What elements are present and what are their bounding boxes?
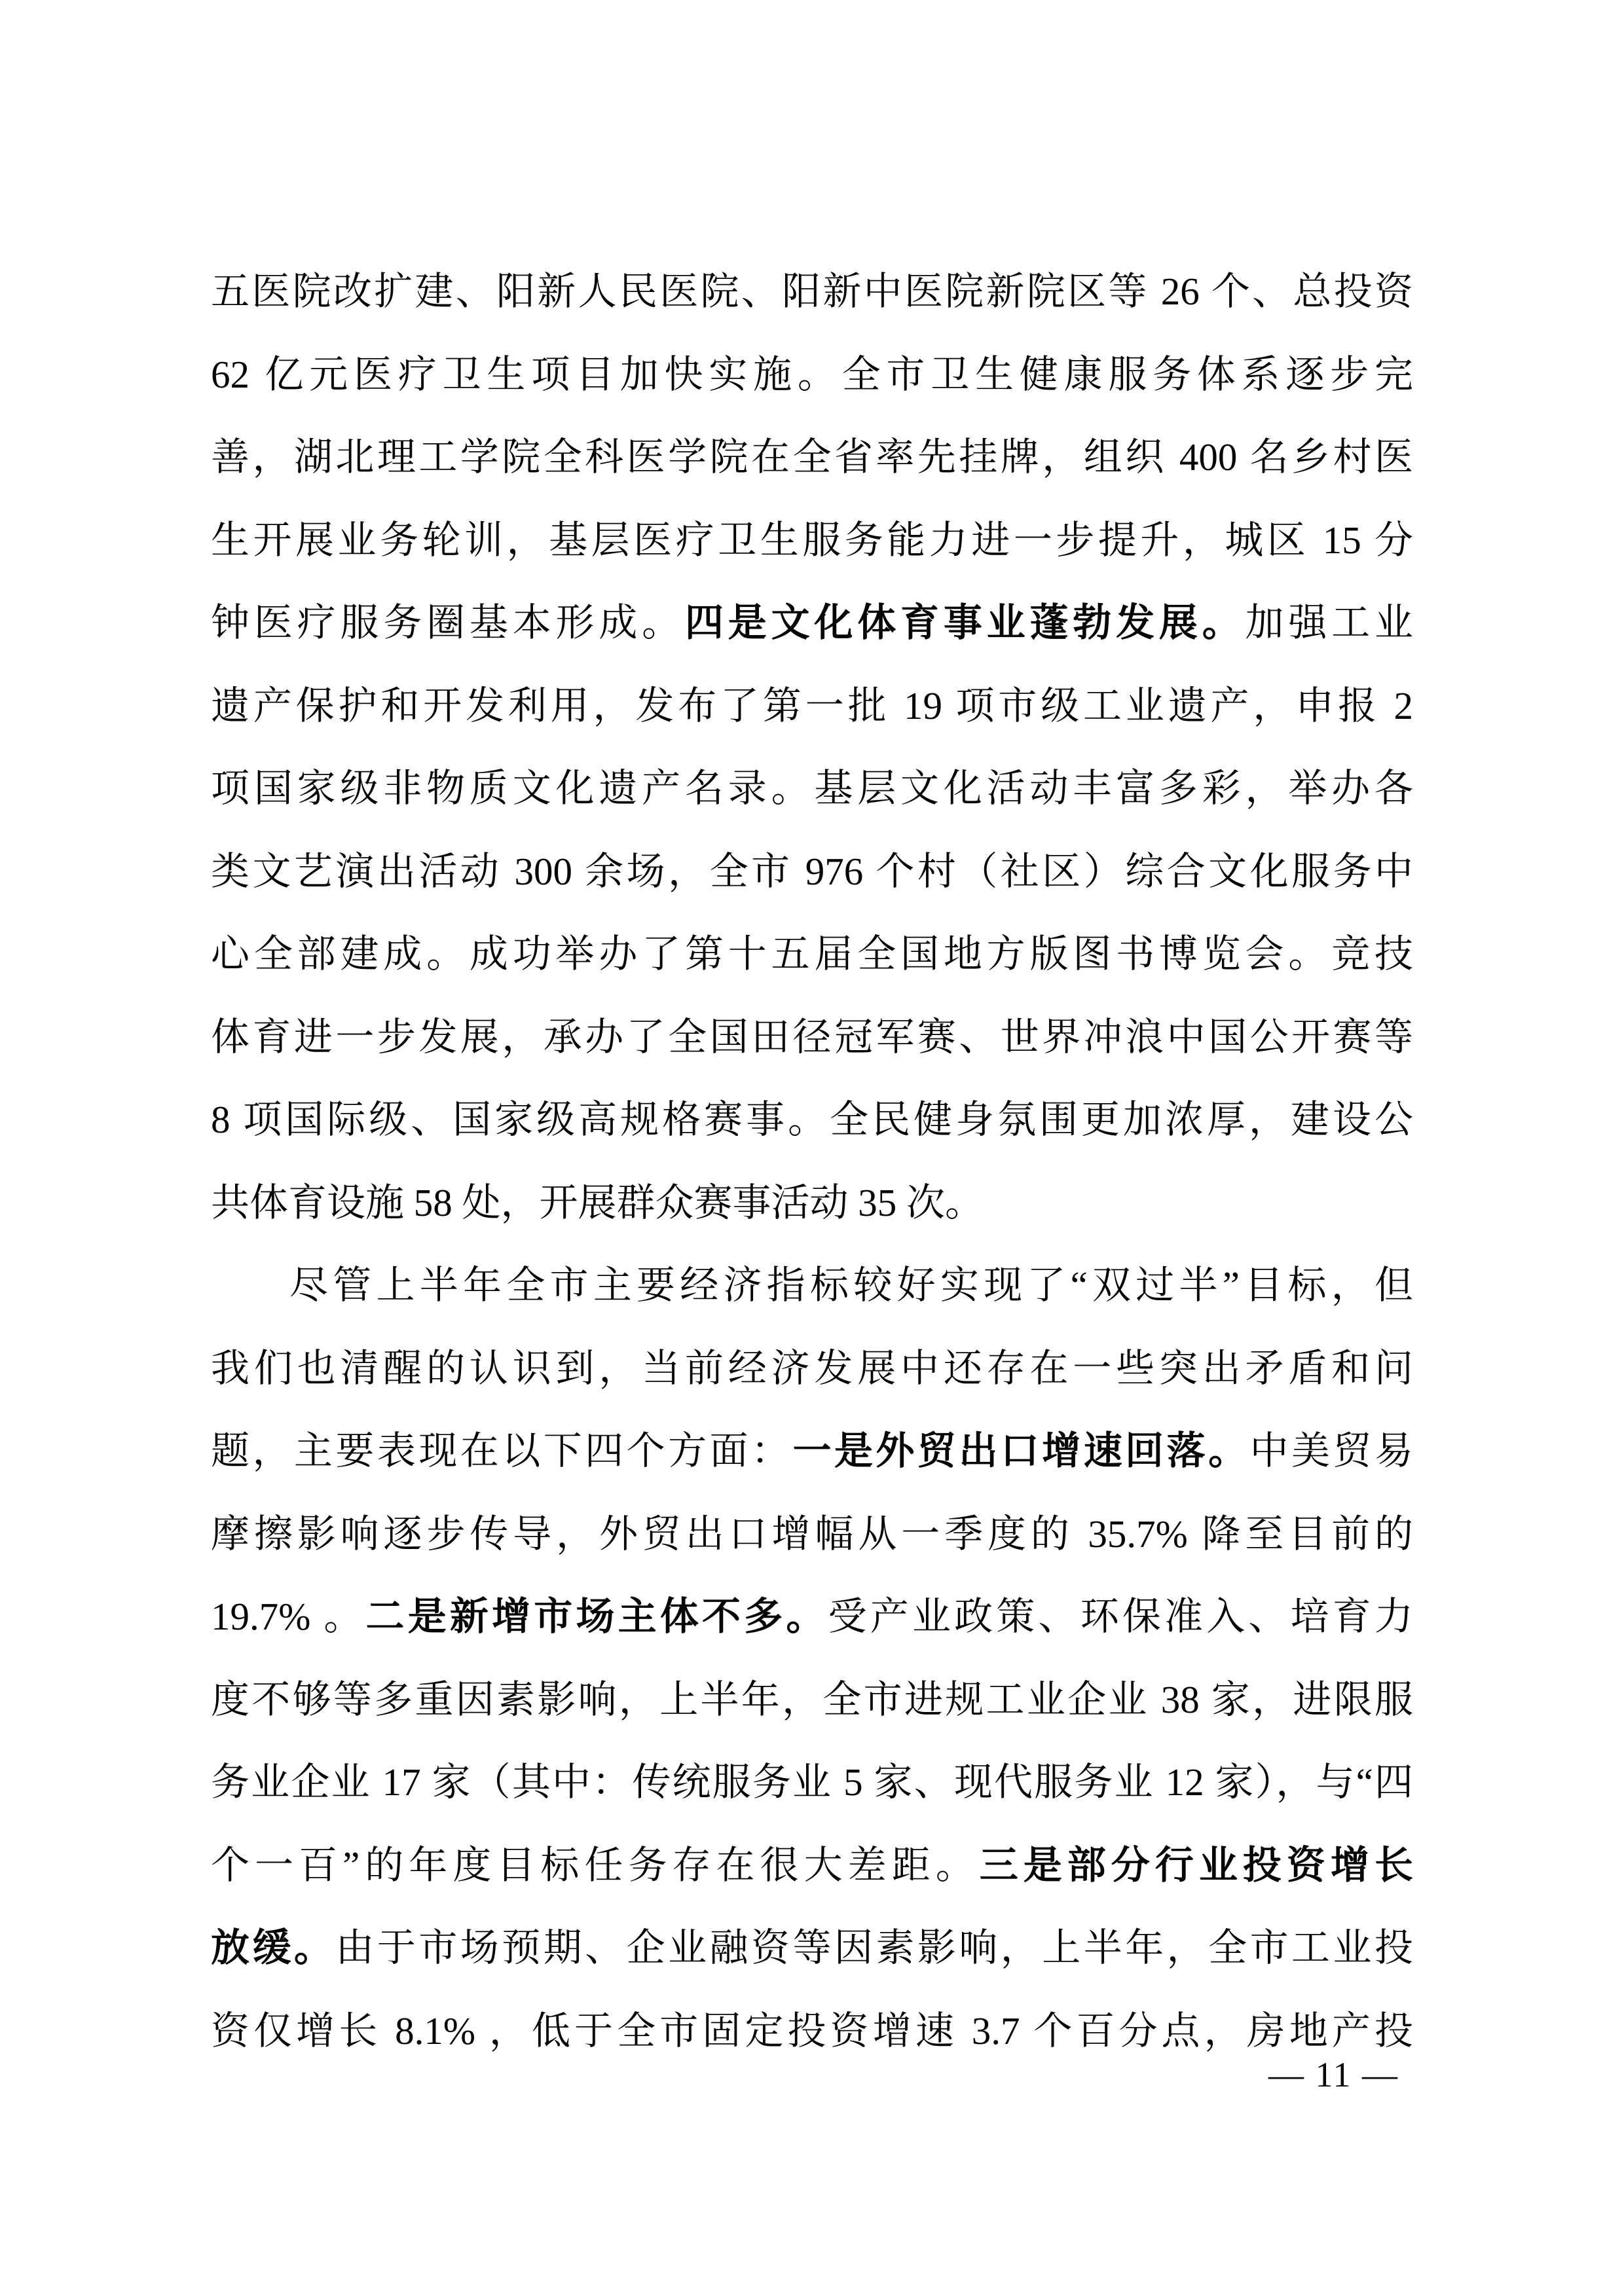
text-line bbox=[211, 996, 1413, 1079]
body-text: 类文艺演出活动 300 余场，全市 976 个村（社区）综合文化服务中 bbox=[211, 849, 1413, 893]
page-number: — 11 — bbox=[1268, 2055, 1399, 2094]
text-line bbox=[211, 416, 1413, 499]
text-line bbox=[211, 913, 1413, 996]
body-text: 加强工业 bbox=[1245, 601, 1413, 644]
body-text: 钟医疗服务圈基本形成。 bbox=[211, 601, 685, 644]
body-text: 心全部建成。成功举办了第十五届全国地方版图书博览会。竞技 bbox=[211, 932, 1413, 975]
body-text: 体育进一步发展，承办了全国田径冠军赛、世界冲浪中国公开赛等 bbox=[211, 1015, 1413, 1059]
body-text: 度不够等多重因素影响，上半年，全市进规工业企业 38 家，进限服 bbox=[211, 1677, 1413, 1721]
body-text: 资仅增长 8.1% ，低于全市固定投资增速 3.7 个百分点，房地产投 bbox=[211, 2009, 1413, 2052]
emphasis-text: 一是外贸出口增速回落。 bbox=[792, 1429, 1250, 1472]
body-text: 8 项国际级、国家级高规格赛事。全民健身氛围更加浓厚，建设公 bbox=[211, 1098, 1413, 1141]
text-line bbox=[211, 1410, 1413, 1493]
body-text: 五医院改扩建、阳新人民医院、阳新中医院新院区等 26 个、总投资 bbox=[211, 270, 1413, 313]
text-line bbox=[211, 747, 1413, 830]
body-text-block bbox=[211, 250, 1413, 2072]
text-line bbox=[211, 333, 1413, 416]
text-line bbox=[211, 1493, 1413, 1576]
body-text: 19.7% 。 bbox=[211, 1595, 366, 1638]
body-text: 摩擦影响逐步传导，外贸出口增幅从一季度的 35.7% 降至目前的 bbox=[211, 1512, 1413, 1556]
body-text: 尽管上半年全市主要经济指标较好实现了“双过半”目标，但 bbox=[289, 1264, 1413, 1307]
text-line bbox=[211, 830, 1413, 913]
body-text: 受产业政策、环保准入、培育力 bbox=[828, 1595, 1413, 1638]
text-line bbox=[211, 1824, 1413, 1907]
body-text: 我们也清醒的认识到，当前经济发展中还存在一些突出矛盾和问 bbox=[211, 1346, 1413, 1390]
text-line bbox=[211, 499, 1413, 582]
body-text: 题，主要表现在以下四个方面： bbox=[211, 1429, 793, 1472]
body-text: 由于市场预期、企业融资等因素影响，上半年，全市工业投 bbox=[335, 1926, 1413, 1969]
emphasis-text: 放缓。 bbox=[211, 1926, 336, 1969]
text-line bbox=[211, 1575, 1413, 1658]
body-text: 个一百”的年度目标任务存在很大差距。 bbox=[211, 1843, 980, 1887]
body-text: 中美贸易 bbox=[1249, 1429, 1413, 1472]
text-line bbox=[211, 581, 1413, 665]
body-text: 遗产保护和开发利用，发布了第一批 19 项市级工业遗产，申报 2 bbox=[211, 683, 1413, 727]
text-line bbox=[211, 665, 1413, 748]
text-line bbox=[211, 1990, 1413, 2073]
text-line bbox=[211, 1244, 1413, 1327]
text-line bbox=[211, 1161, 1413, 1245]
emphasis-text: 二是新增市场主体不多。 bbox=[365, 1595, 828, 1638]
emphasis-text: 四是文化体育事业蓬勃发展。 bbox=[684, 601, 1246, 644]
emphasis-text: 三是部分行业投资增长 bbox=[979, 1843, 1413, 1887]
text-line bbox=[211, 1741, 1413, 1824]
text-line bbox=[211, 1078, 1413, 1161]
body-text: 生开展业务轮训，基层医疗卫生服务能力进一步提升，城区 15 分 bbox=[211, 518, 1413, 562]
body-text: 务业企业 17 家（其中：传统服务业 5 家、现代服务业 12 家），与“四 bbox=[211, 1760, 1413, 1804]
body-text: 善，湖北理工学院全科医学院在全省率先挂牌，组织 400 名乡村医 bbox=[211, 435, 1413, 479]
text-line bbox=[211, 1906, 1413, 1990]
body-text: 共体育设施 58 处，开展群众赛事活动 35 次。 bbox=[211, 1180, 984, 1224]
text-line bbox=[211, 1327, 1413, 1410]
text-line bbox=[211, 250, 1413, 333]
text-line bbox=[211, 1658, 1413, 1741]
body-text: 项国家级非物质文化遗产名录。基层文化活动丰富多彩，举办各 bbox=[211, 767, 1413, 810]
body-text: 62 亿元医疗卫生项目加快实施。全市卫生健康服务体系逐步完 bbox=[211, 352, 1413, 396]
